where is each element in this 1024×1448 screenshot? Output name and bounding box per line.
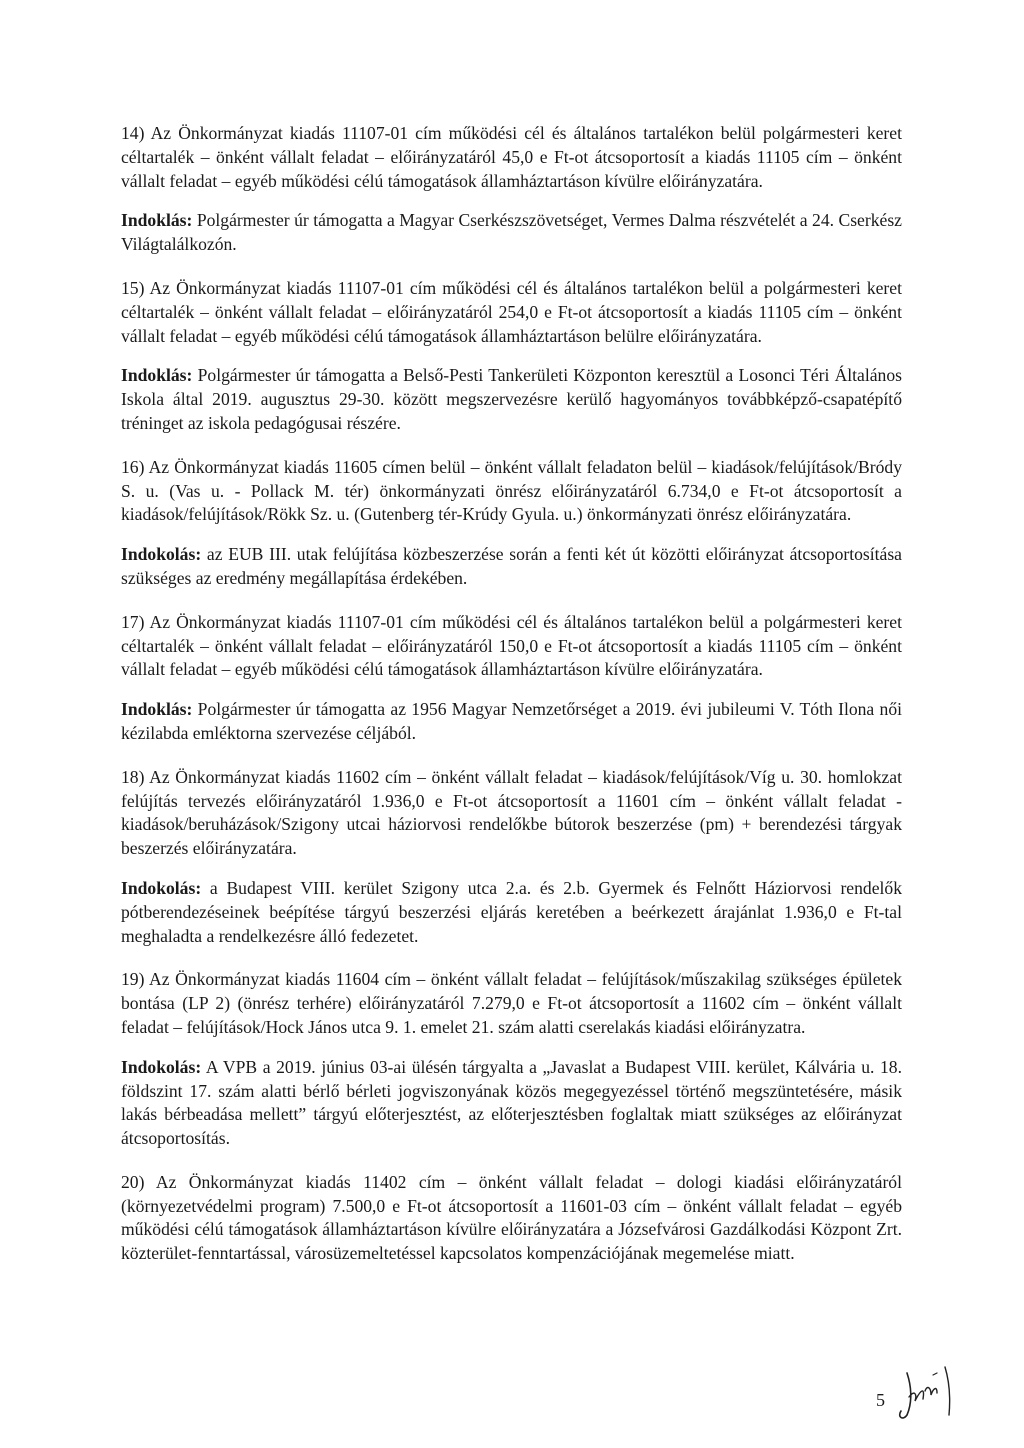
justification-label: Indokolás: — [121, 544, 202, 565]
item-20: 20) Az Önkormányzat kiadás 11402 cím – önként vállalt feladat – dologi kiadási előirányzatáról (környezetvédelmi program) 7.500,0 e Ft-ot átcsoportosít a 11601-03 cím – önként vállalt feladat – egyéb működési célú támogatások államháztartáson kívülre előirányzatára a Józsefvárosi Gazdálkodási Központ Zrt. közterület-fenntartással, városüzemeltetéssel kapcsolatos kompenzációjának megemelése miatt. — [121, 1171, 902, 1264]
justification-17 — [121, 698, 902, 746]
justification-18 — [121, 877, 902, 948]
justification-16 — [121, 543, 902, 591]
justification-label: Indoklás: — [121, 699, 193, 720]
justification-text: az EUB III. utak felújítása közbeszerzése során a fenti két út közötti előirányzat átcsoportosítása szükséges az eredmény megállapítása érdekében. — [121, 544, 902, 588]
item-18: 18) Az Önkormányzat kiadás 11602 cím – önként vállalt feladat – kiadások/felújítások/Víg u. 30. homlokzat felújítás tervezés előirányzatáról 1.936,0 e Ft-ot átcsoportosít a 11601 cím – önként vállalt feladat - kiadások/beruházások/Szigony utcai háziorvosi rendelőkbe bútorok beszerzése (pm) + berendezési tárgyak beszerzés előirányzatára. — [121, 766, 902, 859]
page-number: 5 — [876, 1390, 885, 1410]
justification-label: Indokolás: — [121, 1056, 202, 1077]
document-body — [121, 122, 902, 1282]
justification-label: Indoklás: — [121, 210, 193, 231]
item-14: 14) Az Önkormányzat kiadás 11107-01 cím működési cél és általános tartalékon belül polgármesteri keret céltartalék – önként vállalt feladat – előirányzatáról 45,0 e Ft-ot átcsoportosít a kiadás 11105 cím – önként vállalt feladat – egyéb működési célú támogatások államháztartáson kívülre előirányzatára. — [121, 123, 902, 191]
item-16: 16) Az Önkormányzat kiadás 11605 címen belül – önként vállalt feladaton belül – kiadások/felújítások/Bródy S. u. (Vas u. - Pollack M. tér) önkormányzati önrész előirányzatáról 6.734,0 e Ft-ot átcsoportosít a kiadások/felújítások/Rökk Sz. u. (Gutenberg tér-Krúdy Gyula. u.) önkormányzati önrész előirányzatára. — [121, 456, 902, 525]
justification-label: Indokolás: — [121, 877, 202, 898]
justification-15 — [121, 364, 902, 435]
item-17: 17) Az Önkormányzat kiadás 11107-01 cím működési cél és általános tartalékon belül a polgármesteri keret céltartalék – önként vállalt feladat – előirányzatáról 150,0 e Ft-ot átcsoportosít a kiadás 11105 cím – önként vállalt feladat – egyéb működési célú támogatások államháztartáson kívülre előirányzatára. — [121, 611, 902, 680]
signature-icon — [893, 1355, 963, 1425]
justification-19 — [121, 1056, 902, 1151]
item-19: 19) Az Önkormányzat kiadás 11604 cím – önként vállalt feladat – felújítások/műszakilag szükséges épületek bontása (LP 2) (önrész terhére) előirányzatáról 7.279,0 e Ft-ot átcsoportosít a 11602 cím – önként vállalt feladat – felújítások/Hock János utca 9. 1. emelet 21. szám alatti cserelakás kiadási előirányzatra. — [121, 969, 902, 1037]
justification-text: Polgármester úr támogatta az 1956 Magyar Nemzetőrséget a 2019. évi jubileumi V. Tóth Ilona női kézilabda emléktorna szervezése céljából. — [121, 699, 902, 743]
justification-text: Polgármester úr támogatta a Belső-Pesti Tankerületi Központon keresztül a Losonci Téri Általános Iskola által 2019. augusztus 29-30. között megszervezésre kerülő hagyományos továbbképző-csapatépítő tréninget az iskola pedagógusai részére. — [121, 365, 902, 433]
justification-label: Indoklás: — [121, 365, 193, 386]
justification-14 — [121, 209, 902, 257]
justification-text: A VPB a 2019. június 03-ai ülésén tárgyalta a „Javaslat a Budapest VIII. kerület, Kálvária u. 18. földszint 17. szám alatti bérlő bérleti jogviszonyának közös megegyezéssel történő megszüntetésére, másik lakás bérbeadása mellett” tárgyú előterjesztést, az előterjesztésben foglaltak miatt szükséges az előirányzat átcsoportosítás. — [121, 1056, 902, 1149]
justification-text: a Budapest VIII. kerület Szigony utca 2.a. és 2.b. Gyermek és Felnőtt Háziorvosi rendelők pótberendezéseinek beépítése tárgyú beszerzési eljárás keretében a beérkezett árajánlat 1.936,0 e Ft-tal meghaladta a rendelkezésre álló fedezetet. — [121, 877, 902, 946]
justification-text: Polgármester úr támogatta a Magyar Cserkészszövetséget, Vermes Dalma részvételét a 24. Cserkész Világtalálkozón. — [121, 210, 902, 255]
item-15: 15) Az Önkormányzat kiadás 11107-01 cím működési cél és általános tartalékon belül a polgármesteri keret céltartalék – önként vállalt feladat – előirányzatáról 254,0 e Ft-ot átcsoportosít a kiadás 11105 cím – önként vállalt feladat – egyéb működési célú támogatások államháztartáson belülre előirányzatára. — [121, 277, 902, 346]
